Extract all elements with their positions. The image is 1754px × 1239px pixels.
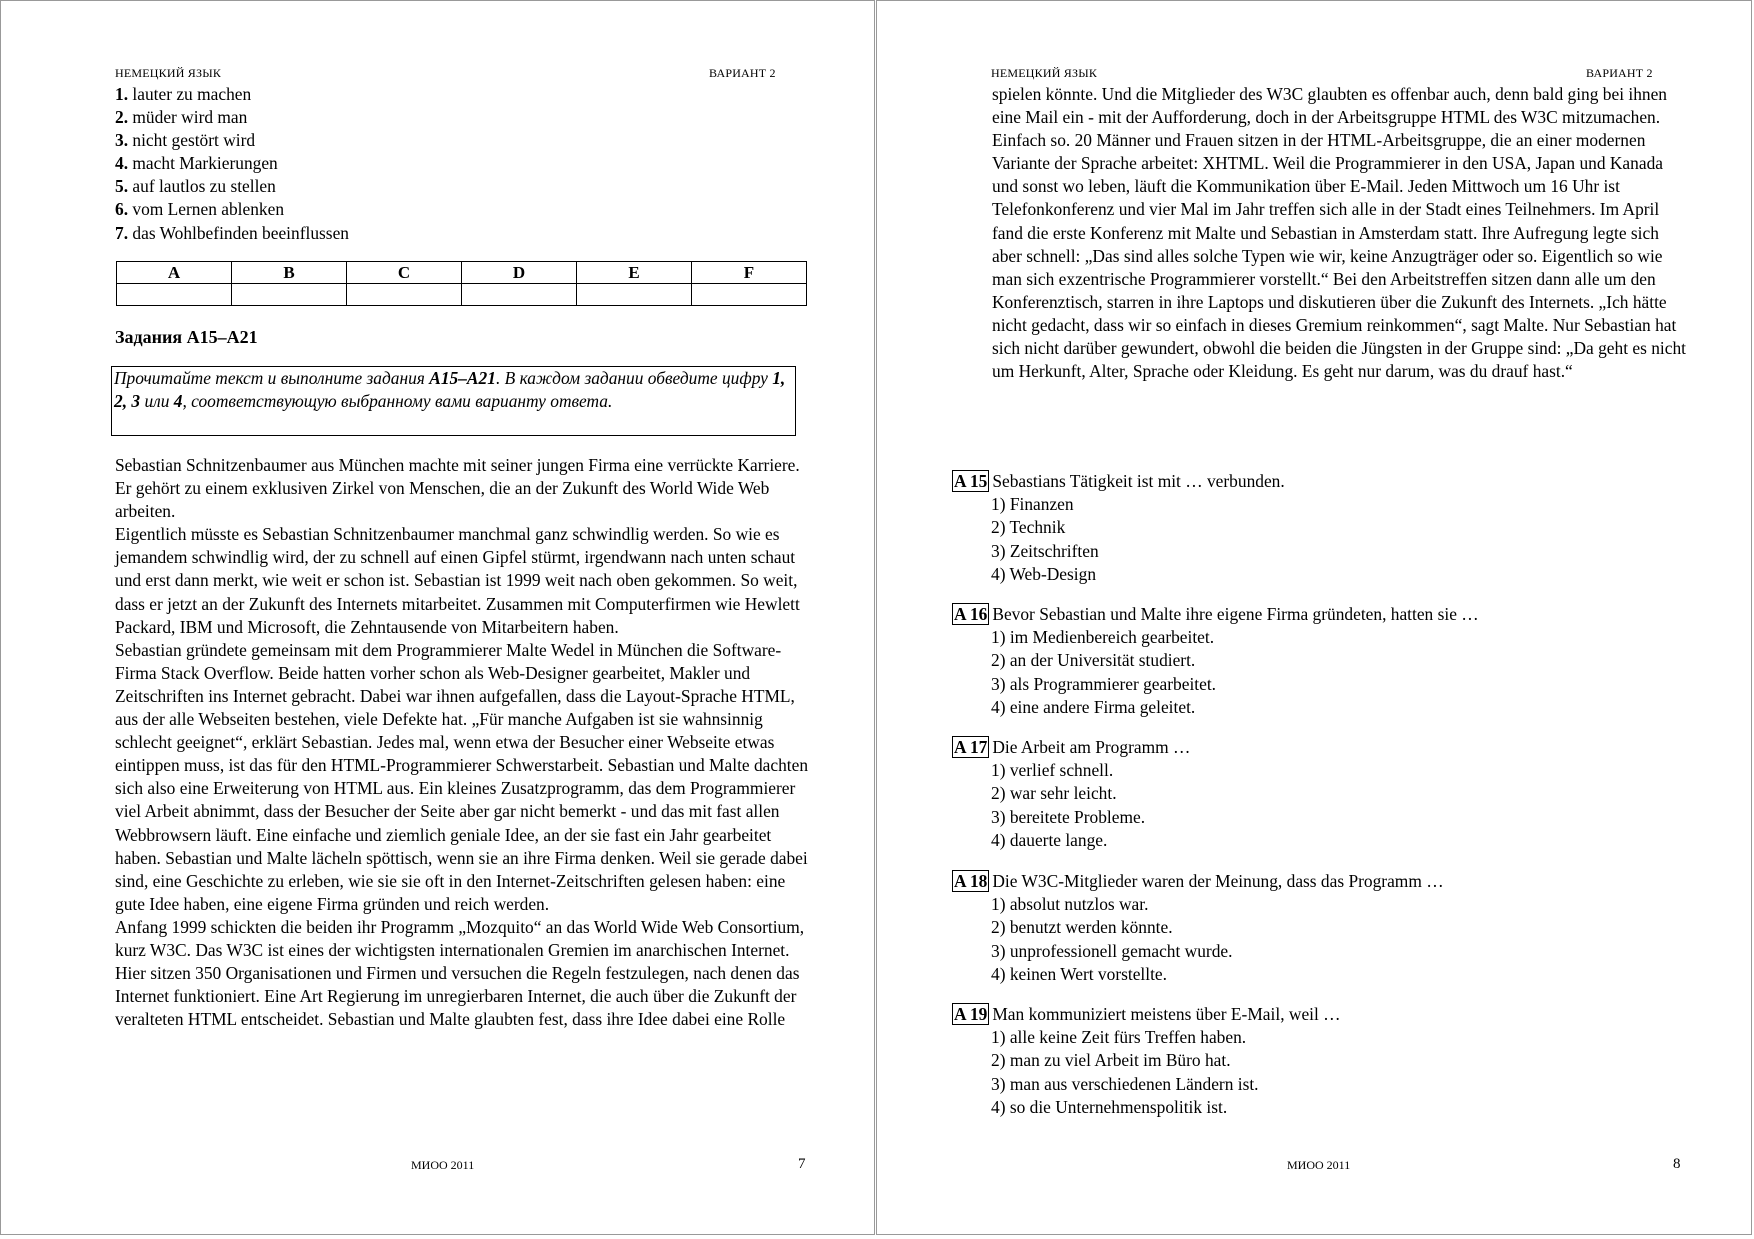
- list-item: 1. lauter zu machen: [115, 84, 252, 104]
- answer-option[interactable]: 1) im Medienbereich gearbeitet.: [991, 627, 1215, 648]
- page-number: 8: [1673, 1156, 1681, 1172]
- list-item: 5. auf lautlos zu stellen: [115, 176, 276, 197]
- paragraph: Sebastian gründete gemeinsam mit dem Programmierer Malte Wedel in München die Software-Firma Stack Overflow. Beide hatten vorher schon als Web-Designer gearbeitet, Makler und Zeitschriften ins Internet gebracht. Dabei war ihnen aufgefallen, dass die Layout-Sprache HTML, aus der alle Webseiten bestehen, viele Defekte hat. „Für manche Aufgaben ist sie wahnsinnig schlecht geeignet“, erklärt Sebastian. Jedes mal, wenn etwa der Besucher einer Webseite etwas eintippen muss, ist das für den HTML-Programmierer Schwerstarbeit. Sebastian und Malte dachten sich also eine Erweiterung von HTML aus. Ein kleines Zusatzprogramm, das dem Programmierer viel Arbeit abnimmt, dass der Besucher der Seite aber gar nicht bemerkt - und das mit fast allen Webbrowsern läuft. Eine einfache und ziemlich geniale Idee, an der sie fast ein Jahr gearbeitet haben. Sebastian und Malte lächeln spöttisch, wenn sie an ihre Firma denken. Weil sie gerade dabei sind, eine Geschichte zu erleben, wie sie sie oft in den Internet-Zeitschriften gelesen haben: eine gute Idee haben, eine eigene Firma gründen und reich werden.: [115, 639, 809, 914]
- answer-option[interactable]: 2) man zu viel Arbeit im Büro hat.: [991, 1050, 1231, 1071]
- left-page: [0, 0, 875, 1235]
- grid-header-cell: C: [347, 262, 462, 284]
- answer-option[interactable]: 3) unprofessionell gemacht wurde.: [991, 940, 1233, 961]
- answer-grid-row: [117, 284, 807, 306]
- list-item: 6. vom Lernen ablenken: [115, 199, 285, 220]
- question-stem: Sebastians Tätigkeit ist mit … verbunden.: [992, 471, 1285, 491]
- answer-option[interactable]: 4) so die Unternehmenspolitik ist.: [991, 1096, 1228, 1117]
- paragraph: Eigentlich müsste es Sebastian Schnitzenbaumer manchmal ganz schwindlig werden. So wie es jemandem schwindlig wird, der zu schnell auf einen Gipfel stürmt, irgendwann nach unten schaut und erst dann merkt, wie weit er schon ist. Sebastian ist 1999 weit nach oben gekommen. So weit, dass er jetzt an der Zukunft des Internets mitarbeitet. Zusammen mit Computerfirmen wie Hewlett Packard, IBM und Microsoft, die Zehntausende von Mitarbeitern haben.: [115, 524, 800, 637]
- answer-option[interactable]: 4) eine andere Firma geleitet.: [991, 696, 1196, 717]
- question-label: A 18: [954, 871, 988, 891]
- answer-option[interactable]: 3) bereitete Probleme.: [991, 806, 1146, 827]
- question-a16: [952, 603, 1712, 719]
- page-header-subject: НЕМЕЦКИЙ ЯЗЫК: [115, 66, 222, 80]
- page-number: 7: [798, 1156, 806, 1172]
- answer-cell[interactable]: [347, 284, 462, 306]
- question-a19: [952, 1003, 1712, 1119]
- grid-header-cell: D: [462, 262, 577, 284]
- paragraph: Sebastian Schnitzenbaumer aus München machte mit seiner jungen Firma eine verrückte Karriere. Er gehört zu einem exklusiven Zirkel von Menschen, die an der Zukunft des World Wide Web arbeiten.: [115, 455, 800, 522]
- answer-cell[interactable]: [577, 284, 692, 306]
- instruction-box: Прочитайте текст и выполните задания A15–A21. В каждом задании обведите цифру 1, 2, 3 или 4, соответствующую выбранному вами варианту ответа.: [111, 366, 796, 436]
- answer-list: [115, 83, 349, 245]
- question-label: A 15: [954, 471, 988, 491]
- page-footer: МИОО 2011: [411, 1158, 475, 1172]
- answer-option[interactable]: 4) keinen Wert vorstellte.: [991, 963, 1167, 984]
- answer-cell[interactable]: [462, 284, 577, 306]
- question-label: A 17: [954, 737, 988, 757]
- answer-cell[interactable]: [232, 284, 347, 306]
- answer-option[interactable]: 1) verlief schnell.: [991, 760, 1114, 781]
- grid-header-cell: B: [232, 262, 347, 284]
- grid-header-cell: A: [117, 262, 232, 284]
- answer-option[interactable]: 3) als Programmierer gearbeitet.: [991, 673, 1217, 694]
- list-item: 4. macht Markierungen: [115, 153, 278, 174]
- question-stem: Bevor Sebastian und Malte ihre eigene Firma gründeten, hatten sie …: [992, 604, 1479, 624]
- answer-option[interactable]: 4) dauerte lange.: [991, 829, 1108, 850]
- paragraph: spielen könnte. Und die Mitglieder des W3C glaubten es offenbar auch, denn bald ging bei ihnen eine Mail ein - mit der Aufforderung, doch in der Arbeitsgruppe HTML des W3C mitzumachen. Einfach so. 20 Männer und Frauen sitzen in der HTML-Arbeitsgruppe, die an einer modernen Variante der Sprache arbeitet: XHTML. Weil die Programmierer in den USA, Japan und Kanada und sonst wo leben, läuft die Kommunikation über E-Mail. Jeden Mittwoch um 16 Uhr ist Telefonkonferenz und vier Mal im Jahr treffen sich alle in der Stadt eines Teilnehmers. Im April fand die erste Konferenz mit Malte und Sebastian in Amsterdam statt. Ihre Aufregung legte sich aber schnell: „Das sind alles solche Typen wie wir, keine Anzugträger oder so. Eigentlich so wie man sich exzentrische Programmierer vorstellt.“ Bei den Arbeitstreffen sitzen dann alle um den Konferenztisch, starren in ihre Laptops und diskutieren über die Zukunft des Internets. „Ich hätte nicht gedacht, dass wir so einfach in dieses Gremium reinkommen“, sagt Malte. Nur Sebastian hat sich nicht darüber gewundert, obwohl die beiden die Jüngsten in der Gruppe sind: „Da geht es nicht um Herkunft, Alter, Sprache oder Kleidung. Es geht nur darum, was du drauf hast.“: [992, 84, 1686, 382]
- answer-option[interactable]: 2) war sehr leicht.: [991, 783, 1117, 804]
- page-footer: МИОО 2011: [1287, 1158, 1351, 1172]
- grid-header-cell: F: [692, 262, 807, 284]
- list-item: 2. müder wird man: [115, 107, 248, 128]
- question-a15: [952, 470, 1712, 586]
- page-header-subject: НЕМЕЦКИЙ ЯЗЫК: [991, 66, 1098, 80]
- question-stem: Man kommuniziert meistens über E-Mail, weil …: [992, 1004, 1341, 1024]
- list-item: 7. das Wohlbefinden beeinflussen: [115, 222, 349, 243]
- answer-option[interactable]: 1) alle keine Zeit fürs Treffen haben.: [991, 1027, 1247, 1048]
- page-header-variant: ВАРИАНТ 2: [709, 66, 776, 80]
- question-stem: Die Arbeit am Programm …: [992, 737, 1191, 757]
- answer-option[interactable]: 2) Technik: [991, 517, 1066, 538]
- answer-grid: [116, 261, 807, 306]
- section-title: Задания A15–A21: [115, 327, 258, 347]
- answer-cell[interactable]: [117, 284, 232, 306]
- answer-grid-header: [117, 262, 807, 284]
- answer-option[interactable]: 2) benutzt werden könnte.: [991, 917, 1173, 938]
- answer-option[interactable]: 2) an der Universität studiert.: [991, 650, 1196, 671]
- answer-option[interactable]: 4) Web-Design: [991, 563, 1097, 584]
- question-label: A 19: [954, 1004, 988, 1024]
- answer-option[interactable]: 3) Zeitschriften: [991, 540, 1099, 561]
- question-a17: [952, 736, 1712, 852]
- reading-text: [115, 454, 815, 1031]
- reading-text-continued: [992, 83, 1690, 383]
- page-header-variant: ВАРИАНТ 2: [1586, 66, 1653, 80]
- question-label: A 16: [954, 604, 988, 624]
- question-stem: Die W3C-Mitglieder waren der Meinung, dass das Programm …: [992, 871, 1444, 891]
- answer-cell[interactable]: [692, 284, 807, 306]
- answer-option[interactable]: 3) man aus verschiedenen Ländern ist.: [991, 1073, 1259, 1094]
- right-page: [876, 0, 1752, 1235]
- grid-header-cell: E: [577, 262, 692, 284]
- paragraph: Anfang 1999 schickten die beiden ihr Programm „Mozquito“ an das World Wide Web Consortium, kurz W3C. Das W3C ist eines der wichtigsten internationalen Gremien im anarchischen Internet. Hier sitzen 350 Organisationen und Firmen und versuchen die Regeln festzulegen, nach denen das Internet funktioniert. Eine Art Regierung im unregierbaren Internet, die auch über die Zukunft der veralteten HTML entscheidet. Sebastian und Malte glaubten fest, dass ihre Idee dabei eine Rolle: [115, 916, 805, 1030]
- list-item: 3. nicht gestört wird: [115, 130, 256, 151]
- answer-option[interactable]: 1) Finanzen: [991, 494, 1074, 515]
- answer-option[interactable]: 1) absolut nutzlos war.: [991, 894, 1149, 915]
- question-a18: [952, 870, 1712, 986]
